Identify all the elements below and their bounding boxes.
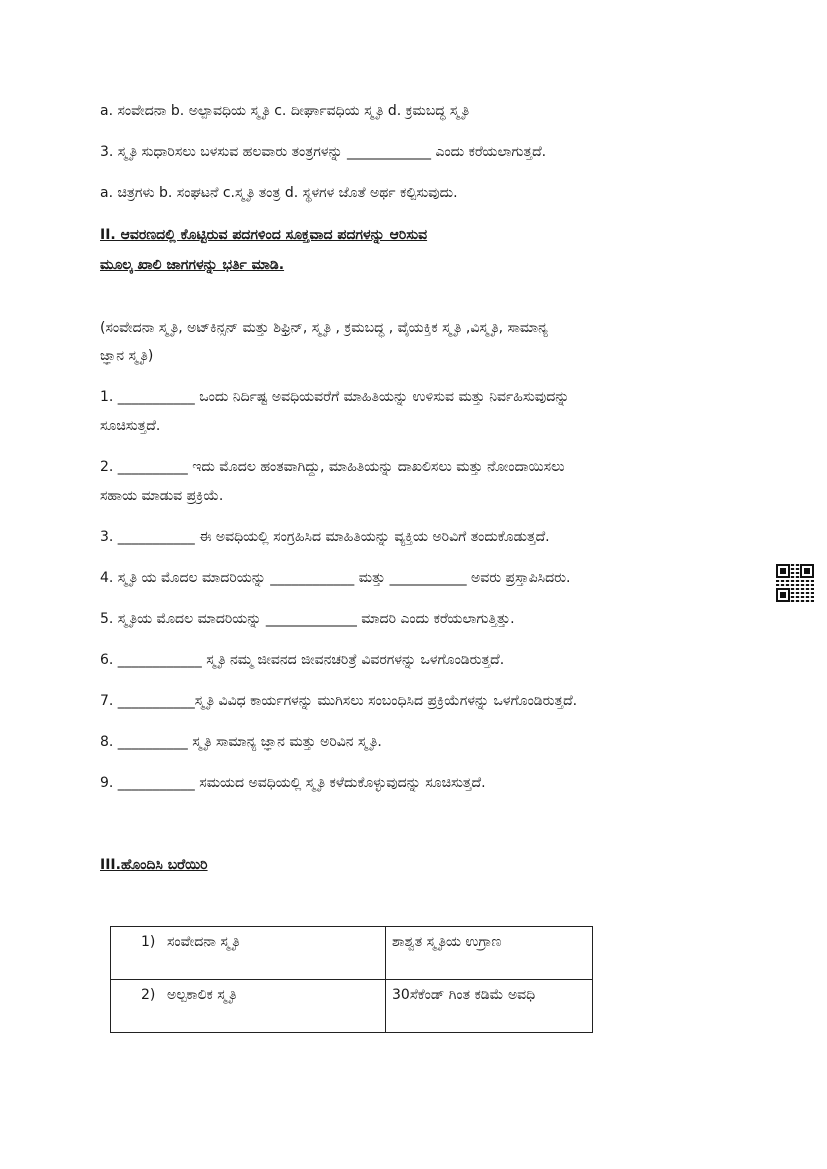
qr-code-icon — [776, 564, 814, 602]
fill-question-6: 6. ____________ ಸ್ಮೃತಿ ನಮ್ಮ ಜೀವನದ ಜೀವನಚರಿತ್ರೆ ವಿವರಗಳನ್ನು ಒಳಗೊಂಡಿರುತ್ತದೆ. — [100, 652, 505, 668]
fill-question-4: 4. ಸ್ಮೃತಿ ಯ ಮೊದಲ ಮಾದರಿಯನ್ನು ____________ ಮತ್ತು ___________ ಅವರು ಪ್ರಸ್ತಾಪಿಸಿದರು. — [100, 570, 571, 586]
word-bank-line2: ಜ್ಞಾನ ಸ್ಮೃತಿ) — [100, 348, 154, 364]
question-3: 3. ಸ್ಮೃತಿ ಸುಧಾರಿಸಲು ಬಳಸುವ ಹಲವಾರು ತಂತ್ರಗಳನ್ನು ____________ ಎಂದು ಕರೆಯಲಾಗುತ್ತದೆ. — [100, 144, 547, 160]
options-q3: a. ಚಿತ್ರಗಳು b. ಸಂಘಟನೆ c.ಸ್ಮೃತಿ ತಂತ್ರ d. ಸ್ಥಳಗಳ ಜೊತೆ ಅರ್ಥ ಕಲ್ಪಿಸುವುದು. — [100, 185, 458, 201]
table-row — [111, 927, 593, 980]
match-left-text: ಅಲ್ಪಕಾಲಿಕ ಸ್ಮೃತಿ — [167, 987, 237, 1003]
row-number: 2) — [141, 987, 156, 1003]
fill-question-5: 5. ಸ್ಮೃತಿಯ ಮೊದಲ ಮಾದರಿಯನ್ನು _____________ ಮಾದರಿ ಎಂದು ಕರೆಯಲಾಗುತ್ತಿತ್ತು. — [100, 611, 515, 627]
fill-question-8: 8. __________ ಸ್ಮೃತಿ ಸಾಮಾನ್ಯ ಜ್ಞಾನ ಮತ್ತು ಅರಿವಿನ ಸ್ಮೃತಿ. — [100, 734, 382, 750]
fill-question-1-line2: ಸೂಚಿಸುತ್ತದೆ. — [100, 418, 161, 434]
row-number: 1) — [141, 934, 156, 950]
match-left-cell — [111, 980, 386, 1033]
section-2-heading-line1: II. ಆವರಣದಲ್ಲಿ ಕೊಟ್ಟಿರುವ ಪದಗಳಿಂದ ಸೂಕ್ತವಾದ ಪದಗಳನ್ನು ಆರಿಸುವ — [100, 227, 428, 243]
options-q2: a. ಸಂವೇದನಾ b. ಅಲ್ಪಾವಧಿಯ ಸ್ಮೃತಿ c. ದೀರ್ಘಾವಧಿಯ ಸ್ಮೃತಿ d. ಕ್ರಮಬದ್ಧ ಸ್ಮೃತಿ — [100, 103, 470, 119]
match-table — [110, 926, 593, 1033]
section-3-heading: III.ಹೊಂದಿಸಿ ಬರೆಯಿರಿ — [100, 857, 208, 873]
match-right-cell: 30ಸೆಕೆಂಡ್ ಗಿಂತ ಕಡಿಮೆ ಅವಧಿ — [386, 980, 593, 1033]
match-left-cell — [111, 927, 386, 980]
fill-question-3: 3. ___________ ಈ ಅವಧಿಯಲ್ಲಿ ಸಂಗ್ರಹಿಸಿದ ಮಾಹಿತಿಯನ್ನು ವ್ಯಕ್ತಿಯ ಅರಿವಿಗೆ ತಂದುಕೊಡುತ್ತದೆ. — [100, 529, 550, 545]
match-right-cell: ಶಾಶ್ವತ ಸ್ಮೃತಿಯ ಉಗ್ರಾಣ — [386, 927, 593, 980]
fill-question-9: 9. ___________ ಸಮಯದ ಅವಧಿಯಲ್ಲಿ ಸ್ಮೃತಿ ಕಳೆದುಕೊಳ್ಳುವುದನ್ನು ಸೂಚಿಸುತ್ತದೆ. — [100, 775, 486, 791]
fill-question-1-line1: 1. ___________ ಒಂದು ನಿರ್ದಿಷ್ಟ ಅವಧಿಯವರೆಗೆ ಮಾಹಿತಿಯನ್ನು ಉಳಿಸುವ ಮತ್ತು ನಿರ್ವಹಿಸುವುದನ್ನು — [100, 389, 570, 405]
table-row — [111, 980, 593, 1033]
match-left-text: ಸಂವೇದನಾ ಸ್ಮೃತಿ — [167, 934, 240, 950]
fill-question-2-line2: ಸಹಾಯ ಮಾಡುವ ಪ್ರಕ್ರಿಯೆ. — [100, 488, 224, 504]
section-2-heading-line2: ಮೂಲ್ಕ ಖಾಲಿ ಜಾಗಗಳನ್ನು ಭರ್ತಿ ಮಾಡಿ. — [100, 257, 285, 273]
fill-question-2-line1: 2. __________ ಇದು ಮೊದಲ ಹಂತವಾಗಿದ್ದು, ಮಾಹಿತಿಯನ್ನು ದಾಖಲಿಸಲು ಮತ್ತು ನೋಂದಾಯಿಸಲು — [100, 459, 565, 475]
fill-question-7: 7. ___________ಸ್ಮೃತಿ ವಿವಿಧ ಕಾರ್ಯಗಳನ್ನು ಮುಗಿಸಲು ಸಂಬಂಧಿಸಿದ ಪ್ರಕ್ರಿಯೆಗಳನ್ನು ಒಳಗೊಂಡಿರುತ್ತದೆ. — [100, 693, 578, 709]
word-bank-line1: (ಸಂವೇದನಾ ಸ್ಮೃತಿ, ಅಟ್‌ಕಿನ್ಸನ್ ಮತ್ತು ಶಿಫ್ರಿನ್, ಸ್ಮೃತಿ , ಕ್ರಮಬದ್ಧ , ವೈಯಕ್ತಿಕ ಸ್ಮೃತಿ ,ವಿಸ್ಮೃತಿ, ಸಾಮಾನ್ಯ — [100, 320, 548, 336]
